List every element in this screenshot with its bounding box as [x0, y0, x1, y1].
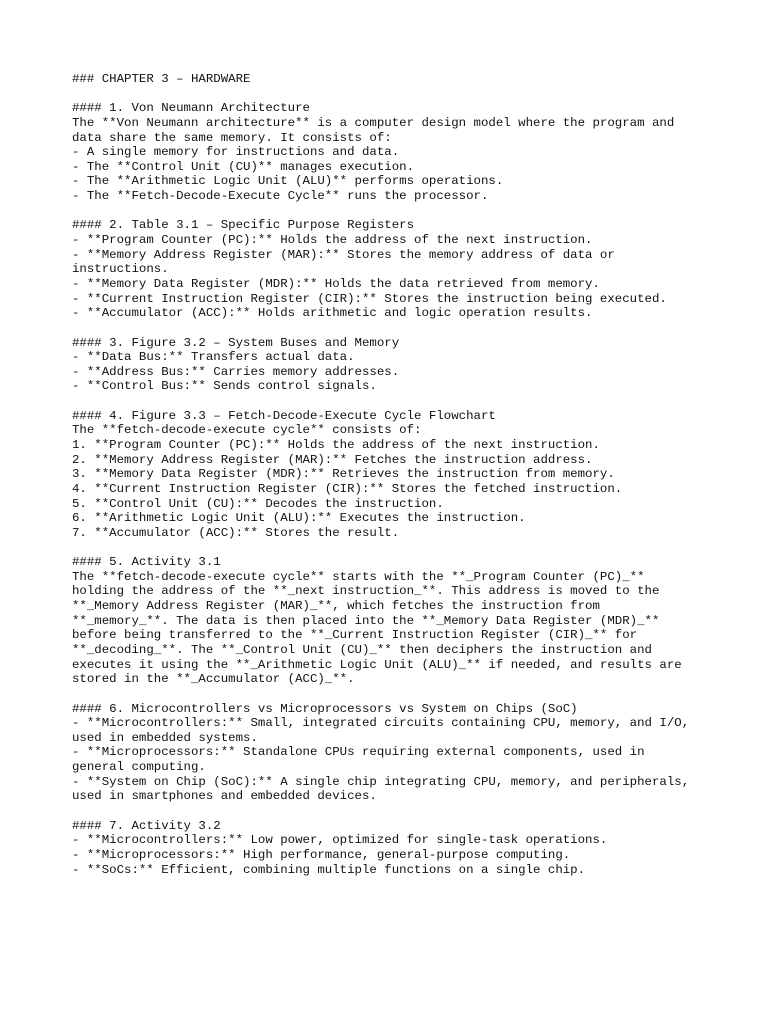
bullet-item: - A single memory for instructions and data. — [72, 145, 400, 160]
section-heading: #### 7. Activity 3.2 — [72, 818, 221, 833]
text-line: before being transferred to the **_Current Instruction Register (CIR)_** for — [72, 628, 638, 643]
numbered-item: 6. **Arithmetic Logic Unit (ALU):** Executes the instruction. — [72, 511, 526, 526]
bullet-item: - The **Arithmetic Logic Unit (ALU)** performs operations. — [72, 174, 504, 189]
text-line: **_decoding_**. The **_Control Unit (CU)_** then deciphers the instruction and — [72, 642, 652, 657]
bullet-item: - **Address Bus:** Carries memory addresses. — [72, 364, 400, 379]
text-line: **_Memory Address Register (MAR)_**, which fetches the instruction from — [72, 599, 600, 614]
blank-line — [72, 204, 712, 219]
blank-line — [72, 394, 712, 409]
section-heading: #### 2. Table 3.1 – Specific Purpose Registers — [72, 218, 415, 233]
text-line: data share the same memory. It consists of: — [72, 130, 392, 145]
text-line: general computing. — [72, 760, 206, 775]
numbered-item: 4. **Current Instruction Register (CIR):** Stores the fetched instruction. — [72, 481, 623, 496]
bullet-item: - **Microprocessors:** Standalone CPUs requiring external components, used in — [72, 745, 645, 760]
text-line: used in embedded systems. — [72, 730, 258, 745]
bullet-item: - The **Control Unit (CU)** manages execution. — [72, 159, 415, 174]
blank-line — [72, 321, 712, 336]
section-heading: #### 1. Von Neumann Architecture — [72, 101, 310, 116]
bullet-item: - **Data Bus:** Transfers actual data. — [72, 350, 355, 365]
text-line: used in smartphones and embedded devices. — [72, 789, 377, 804]
bullet-item: - **Current Instruction Register (CIR):** Stores the instruction being executed. — [72, 291, 667, 306]
text-line: instructions. — [72, 262, 169, 277]
numbered-item: 3. **Memory Data Register (MDR):** Retrieves the instruction from memory. — [72, 467, 615, 482]
section-heading: #### 6. Microcontrollers vs Microprocessors vs System on Chips (SoC) — [72, 701, 578, 716]
text-line: stored in the **_Accumulator (ACC)_**. — [72, 672, 355, 687]
document-body — [72, 72, 712, 877]
bullet-item: - **Memory Address Register (MAR):** Stores the memory address of data or — [72, 247, 615, 262]
section-heading: #### 5. Activity 3.1 — [72, 555, 221, 570]
numbered-item: 2. **Memory Address Register (MAR):** Fetches the instruction address. — [72, 452, 593, 467]
blank-line — [72, 87, 712, 102]
text-line: The **Von Neumann architecture** is a computer design model where the program and — [72, 115, 675, 130]
numbered-item: 7. **Accumulator (ACC):** Stores the result. — [72, 525, 400, 540]
text-line: executes it using the **_Arithmetic Logic Unit (ALU)_** if needed, and results are — [72, 657, 682, 672]
bullet-item: - **SoCs:** Efficient, combining multiple functions on a single chip. — [72, 862, 586, 877]
bullet-item: - **Microcontrollers:** Small, integrated circuits containing CPU, memory, and I/O, — [72, 716, 690, 731]
text-line: The **fetch-decode-execute cycle** starts with the **_Program Counter (PC)_** — [72, 569, 645, 584]
chapter-title: ### CHAPTER 3 – HARDWARE — [72, 72, 251, 86]
bullet-item: - **System on Chip (SoC):** A single chip integrating CPU, memory, and peripherals, — [72, 774, 690, 789]
blank-line — [72, 804, 712, 819]
text-line: The **fetch-decode-execute cycle** consists of: — [72, 423, 422, 438]
section-heading: #### 4. Figure 3.3 – Fetch-Decode-Execute Cycle Flowchart — [72, 408, 496, 423]
bullet-item: - The **Fetch-Decode-Execute Cycle** runs the processor. — [72, 189, 489, 204]
bullet-item: - **Control Bus:** Sends control signals. — [72, 379, 377, 394]
bullet-item: - **Microprocessors:** High performance, general-purpose computing. — [72, 847, 571, 862]
bullet-item: - **Program Counter (PC):** Holds the address of the next instruction. — [72, 233, 593, 248]
section-heading: #### 3. Figure 3.2 – System Buses and Memory — [72, 335, 400, 350]
numbered-item: 5. **Control Unit (CU):** Decodes the instruction. — [72, 496, 444, 511]
numbered-item: 1. **Program Counter (PC):** Holds the address of the next instruction. — [72, 438, 600, 453]
blank-line — [72, 541, 712, 556]
bullet-item: - **Microcontrollers:** Low power, optimized for single-task operations. — [72, 833, 608, 848]
bullet-item: - **Memory Data Register (MDR):** Holds the data retrieved from memory. — [72, 276, 600, 291]
text-line: **_memory_**. The data is then placed into the **_Memory Data Register (MDR)_** — [72, 613, 660, 628]
bullet-item: - **Accumulator (ACC):** Holds arithmetic and logic operation results. — [72, 306, 593, 321]
blank-line — [72, 687, 712, 702]
text-line: holding the address of the **_next instruction_**. This address is moved to the — [72, 584, 660, 599]
